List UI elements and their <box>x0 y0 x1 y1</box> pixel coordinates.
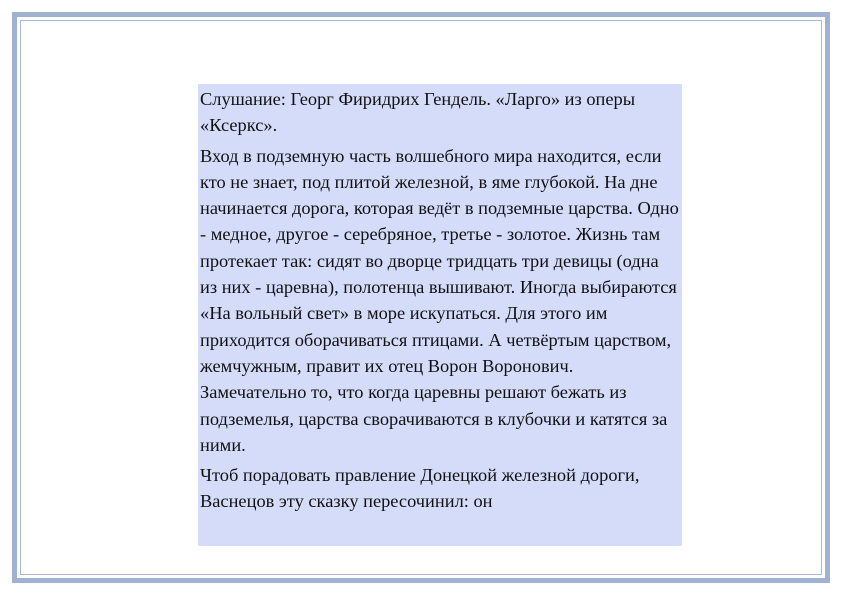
paragraph-listening: Слушание: Георг Фиридрих Гендель. «Ларго» из оперы «Ксеркс». <box>200 89 636 136</box>
text-block <box>198 84 682 546</box>
paragraph-story: Вход в подземную часть волшебного мира находится, если кто не знает, под плитой железной, в яме глубокой. На дне начинается дорога, которая ведёт в подземные царства. Одно - медное, другое - серебряное, третье - золотое. Жизнь там протекает так: сидят во дворце тридцать три девицы (одна из них - царевна), полотенца вышивают. Иногда выбираются «На вольный свет» в море искупаться. Для этого им приходится оборачиваться птицами. А четвёртым царством, жемчужным, правит их отец Ворон Воронович. Замечательно то, что когда царевны решают бежать из подземелья, царства сворачиваются в клубочки и катятся за ними. <box>200 145 679 455</box>
paragraph-vasnetsov: Чтоб порадовать правление Донецкой железной дороги, Васнецов эту сказку пересочинил: он <box>200 465 640 512</box>
